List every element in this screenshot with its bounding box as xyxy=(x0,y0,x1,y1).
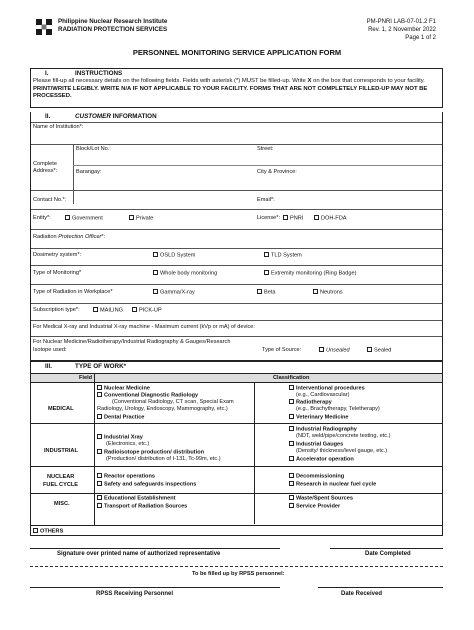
row-divider xyxy=(31,320,442,321)
section-2-title-rest: INFORMATION xyxy=(110,113,157,120)
row-divider xyxy=(31,265,442,266)
checkbox[interactable] xyxy=(289,456,294,461)
block-lot-label: Block/Lot No.: xyxy=(76,146,111,152)
industrial-gauges-label: Industrial Gauges xyxy=(296,441,344,448)
others-label: OTHERS xyxy=(40,528,64,535)
checkbox[interactable] xyxy=(289,426,294,431)
checkbox[interactable] xyxy=(93,307,98,312)
interventional-label: Interventional procedures xyxy=(296,385,365,392)
option-veterinary[interactable] xyxy=(289,414,349,422)
address-divider xyxy=(73,144,74,204)
checkbox[interactable] xyxy=(33,528,38,533)
checkbox[interactable] xyxy=(97,434,102,439)
option-transport[interactable] xyxy=(97,503,187,511)
checkbox[interactable] xyxy=(97,473,102,478)
checkbox[interactable] xyxy=(289,495,294,500)
section-1-number: I. xyxy=(45,70,49,77)
subscription-mailing-option[interactable] xyxy=(93,307,123,315)
monitoring-extremity-option[interactable] xyxy=(264,270,357,278)
xray-current-label: For Medical X-ray and Industrial X-ray machine - Maximum current (kVp or mA) of device: xyxy=(33,324,255,330)
option-others[interactable] xyxy=(33,528,63,536)
receiving-line xyxy=(30,587,280,588)
checkbox[interactable] xyxy=(129,215,134,220)
instr-bold: PRINT/WRITE LEGIBLY. WRITE N/A IF NOT APPLICABLE TO YOUR FACILITY. FORMS THAT ARE NOT COMPLETELY FILLED-UP MAY NOT BE PROCESSED. xyxy=(33,85,428,100)
license-doh-option[interactable] xyxy=(314,215,346,223)
conventional-sub-2: Radiology, Urology, Endoscopy, Mammography, etc.) xyxy=(97,406,228,412)
decommissioning-label: Decommissioning xyxy=(296,473,345,480)
safeguards-label: Safety and safeguards inspections xyxy=(104,481,197,488)
checkbox[interactable] xyxy=(97,392,102,397)
classification-divider xyxy=(254,382,255,524)
isotope-used-label: Isotope used: xyxy=(33,347,67,353)
date-received-line xyxy=(318,587,443,588)
field-medical: MEDICAL xyxy=(48,406,74,412)
section-3-number: III. xyxy=(45,363,52,370)
industrial-radiography-label: Industrial Radiography xyxy=(296,426,357,433)
row-divider xyxy=(31,209,442,210)
section-2-title-italic: CUSTOMER xyxy=(75,113,111,120)
checkbox[interactable] xyxy=(367,347,372,352)
doc-reference xyxy=(367,18,436,42)
interventional-sub: (e.g., Cardiovascular) xyxy=(296,392,350,398)
dosimetry-osld-label: OSLD System xyxy=(160,252,196,259)
rpo-label-c: *: xyxy=(101,234,106,240)
radiation-gamma-label: Gamma/X-ray xyxy=(160,289,195,296)
institution-name-label: Name of Institution*: xyxy=(33,124,84,130)
address-inner-divider xyxy=(73,165,442,166)
row-divider xyxy=(31,466,442,467)
conventional-radiology-label: Conventional Diagnostic Radiology xyxy=(104,392,199,399)
row-divider xyxy=(31,303,442,304)
checkbox[interactable] xyxy=(264,252,269,257)
doc-code: PM-PNRI LAB-07-01.2 F1 xyxy=(366,19,436,25)
option-safeguards[interactable] xyxy=(97,481,196,489)
radiation-neutrons-label: Neutrons xyxy=(320,289,343,296)
row-divider xyxy=(31,525,442,526)
date-completed-label: Date Completed xyxy=(365,551,411,557)
checkbox[interactable] xyxy=(289,414,294,419)
source-type-label: Type of Source: xyxy=(262,347,302,353)
radiation-gamma-option[interactable] xyxy=(153,289,195,297)
dosimetry-label: Dosimetry system*: xyxy=(33,252,82,258)
radiotherapy-label: Radiotherapy xyxy=(296,399,332,406)
license-label: License*: xyxy=(257,215,281,221)
row-divider xyxy=(31,248,442,249)
checkbox[interactable] xyxy=(97,481,102,486)
row-divider xyxy=(31,122,442,123)
row-divider xyxy=(31,229,442,230)
checkbox[interactable] xyxy=(314,215,319,220)
checkbox[interactable] xyxy=(289,473,294,478)
instr-part-a: Please fill-up all necessary details on the following fields. Fields with asterisk (*) MUST be filled-up. Write xyxy=(33,78,308,84)
section-3-title: TYPE OF WORK* xyxy=(75,363,127,370)
option-educational[interactable] xyxy=(97,495,176,503)
dosimetry-tld-label: TLD System xyxy=(271,252,302,259)
org-block xyxy=(58,18,167,34)
industrial-xray-label: Industrial Xray xyxy=(104,434,143,441)
email-label: Email*: xyxy=(257,197,275,203)
doc-revision: Rev. 1, 2 November 2022 xyxy=(368,27,436,33)
table-header xyxy=(31,373,442,383)
field-fuel-cycle: FUEL CYCLE xyxy=(43,482,79,488)
option-decommissioning[interactable] xyxy=(289,473,344,481)
signature-line xyxy=(30,548,280,549)
instructions-section xyxy=(30,68,443,108)
rpo-label xyxy=(33,234,105,241)
customer-section xyxy=(30,112,443,361)
entity-label: Entity*: xyxy=(33,215,51,221)
service-provider-label: Service Provider xyxy=(296,503,341,510)
monitoring-label: Type of Monitoring* xyxy=(33,270,82,276)
receiving-personnel-label: RPSS Receiving Personnel xyxy=(96,591,174,597)
radioisotope-label: Radioisotope production/ distribution xyxy=(104,449,205,456)
checkbox[interactable] xyxy=(313,289,318,294)
rpo-label-b: Protection Officer xyxy=(58,234,102,240)
checkbox[interactable] xyxy=(153,252,158,257)
monitoring-whole-label: Whole body monitoring xyxy=(160,270,218,277)
org-name: Philippine Nuclear Research Institute xyxy=(58,18,168,25)
option-reactor[interactable] xyxy=(97,473,155,481)
checkbox[interactable] xyxy=(132,307,137,312)
field-industrial: INDUSTRIAL xyxy=(44,448,78,454)
instr-part-b: on the box that corresponds to your facility. xyxy=(311,78,425,84)
section-2-number: II. xyxy=(45,113,51,120)
checkbox[interactable] xyxy=(97,495,102,500)
source-unsealed-option[interactable] xyxy=(319,347,350,355)
row-divider xyxy=(31,190,442,191)
source-sealed-option[interactable] xyxy=(367,347,391,355)
row-divider xyxy=(31,336,442,337)
instructions-text xyxy=(33,78,442,101)
option-waste[interactable] xyxy=(289,495,353,503)
entity-government-option[interactable] xyxy=(65,215,103,223)
source-unsealed-label: Unsealed xyxy=(326,347,350,354)
pnri-logo-icon xyxy=(35,18,53,36)
section-2-title xyxy=(75,113,157,120)
subscription-pickup-option[interactable] xyxy=(132,307,162,315)
subscription-pickup-label: PICK-UP xyxy=(139,307,162,314)
org-unit: RADIATION PROTECTION SERVICES xyxy=(58,26,168,33)
industrial-gauges-sub: (Density/ thickness/level gauge, etc.) xyxy=(296,448,388,454)
waste-label: Waste/Spent Sources xyxy=(296,495,353,502)
industrial-radiography-sub: (NDT, weld/pipe/concrete testing, etc.) xyxy=(296,433,391,439)
cut-line xyxy=(30,566,443,567)
radiation-label: Type of Radiation in Workplace* xyxy=(33,289,113,295)
signature-label: Signature over printed name of authorized representative xyxy=(57,551,221,557)
checkbox[interactable] xyxy=(289,503,294,508)
checkbox[interactable] xyxy=(289,441,294,446)
address-label: Complete Address*: xyxy=(33,161,58,174)
radioisotope-sub: (Production/ distribution of I-131, Tc-99m, etc.) xyxy=(106,456,221,462)
instr-x: X xyxy=(307,78,312,84)
nuclear-medicine-label: Nuclear Medicine xyxy=(104,385,151,392)
row-divider xyxy=(31,144,442,145)
rpo-label-a: Radiation xyxy=(33,234,59,240)
section-1-title: INSTRUCTIONS xyxy=(75,70,123,77)
radiation-neutrons-option[interactable] xyxy=(313,289,343,297)
radiation-beta-label: Beta xyxy=(264,289,276,296)
subscription-label: Subscription type*: xyxy=(33,307,80,313)
checkbox[interactable] xyxy=(289,385,294,390)
option-fuel-research[interactable] xyxy=(289,481,376,489)
option-service-provider[interactable] xyxy=(289,503,340,511)
field-misc: MISC. xyxy=(54,501,70,507)
dosimetry-osld-option[interactable] xyxy=(153,252,195,260)
monitoring-whole-option[interactable] xyxy=(153,270,217,278)
row-divider xyxy=(31,493,442,494)
entity-government-label: Government xyxy=(72,215,103,222)
street-label: Street: xyxy=(257,146,274,152)
checkbox[interactable] xyxy=(97,414,102,419)
entity-private-label: Private xyxy=(136,215,154,222)
radiation-beta-option[interactable] xyxy=(257,289,276,297)
col-classification-header: Classification xyxy=(273,375,310,381)
row-divider xyxy=(31,284,442,285)
option-dental[interactable] xyxy=(97,414,144,422)
checkbox[interactable] xyxy=(153,289,158,294)
fuel-research-label: Research in nuclear fuel cycle xyxy=(296,481,377,488)
field-nuclear: NUCLEAR xyxy=(47,474,75,480)
contact-label: Contact No.*: xyxy=(33,197,67,203)
accelerator-label: Accelerator operation xyxy=(296,456,354,463)
entity-private-option[interactable] xyxy=(129,215,153,223)
rpss-note: To be filled up by RPSS personnel: xyxy=(192,571,285,577)
field-divider xyxy=(94,373,95,525)
type-of-work-section xyxy=(30,361,443,536)
checkbox[interactable] xyxy=(153,270,158,275)
transport-label: Transport of Radiation Sources xyxy=(104,503,188,510)
source-sealed-label: Sealed xyxy=(374,347,392,354)
subscription-mailing-label: MAILING xyxy=(100,307,124,314)
radiotherapy-sub: (e.g., Brachytherapy, Teletherapy) xyxy=(296,406,380,412)
license-pnri-option[interactable] xyxy=(283,215,303,223)
date-received-label: Date Received xyxy=(341,591,383,597)
date-completed-line xyxy=(330,548,443,549)
checkbox[interactable] xyxy=(283,215,288,220)
checkbox[interactable] xyxy=(97,449,102,454)
license-doh-label: DOH-FDA xyxy=(321,215,347,222)
reactor-label: Reactor operations xyxy=(104,473,155,480)
checkbox[interactable] xyxy=(264,270,269,275)
col-field-header: Field xyxy=(79,375,93,381)
dental-label: Dental Practice xyxy=(104,414,145,421)
barangay-label: Barangay: xyxy=(76,169,102,175)
option-accelerator[interactable] xyxy=(289,456,354,464)
conventional-sub-1: (Conventional Radiology, CT scan, Special Exam xyxy=(112,399,234,405)
checkbox[interactable] xyxy=(97,503,102,508)
monitoring-extremity-label: Extremity monitoring (Ring Badge) xyxy=(271,270,357,277)
checkbox[interactable] xyxy=(289,481,294,486)
license-pnri-label: PNRI xyxy=(290,215,304,222)
checkbox[interactable] xyxy=(257,289,262,294)
checkbox[interactable] xyxy=(319,347,324,352)
row-divider xyxy=(31,423,442,424)
dosimetry-tld-option[interactable] xyxy=(264,252,302,260)
checkbox[interactable] xyxy=(65,215,70,220)
form-title: PERSONNEL MONITORING SERVICE APPLICATION FORM xyxy=(132,48,342,57)
veterinary-label: Veterinary Medicine xyxy=(296,414,349,421)
city-label: City & Province: xyxy=(257,169,297,175)
checkbox[interactable] xyxy=(289,399,294,404)
industrial-xray-sub: (Electronics, etc.) xyxy=(106,441,150,447)
isotope-note: For Nuclear Medicine/Radiotherapy/Industrial Radiography & Gauges/Research xyxy=(33,339,231,345)
educational-label: Educational Establishment xyxy=(104,495,176,502)
doc-page: Page 1 of 2 xyxy=(405,35,436,41)
checkbox[interactable] xyxy=(97,385,102,390)
